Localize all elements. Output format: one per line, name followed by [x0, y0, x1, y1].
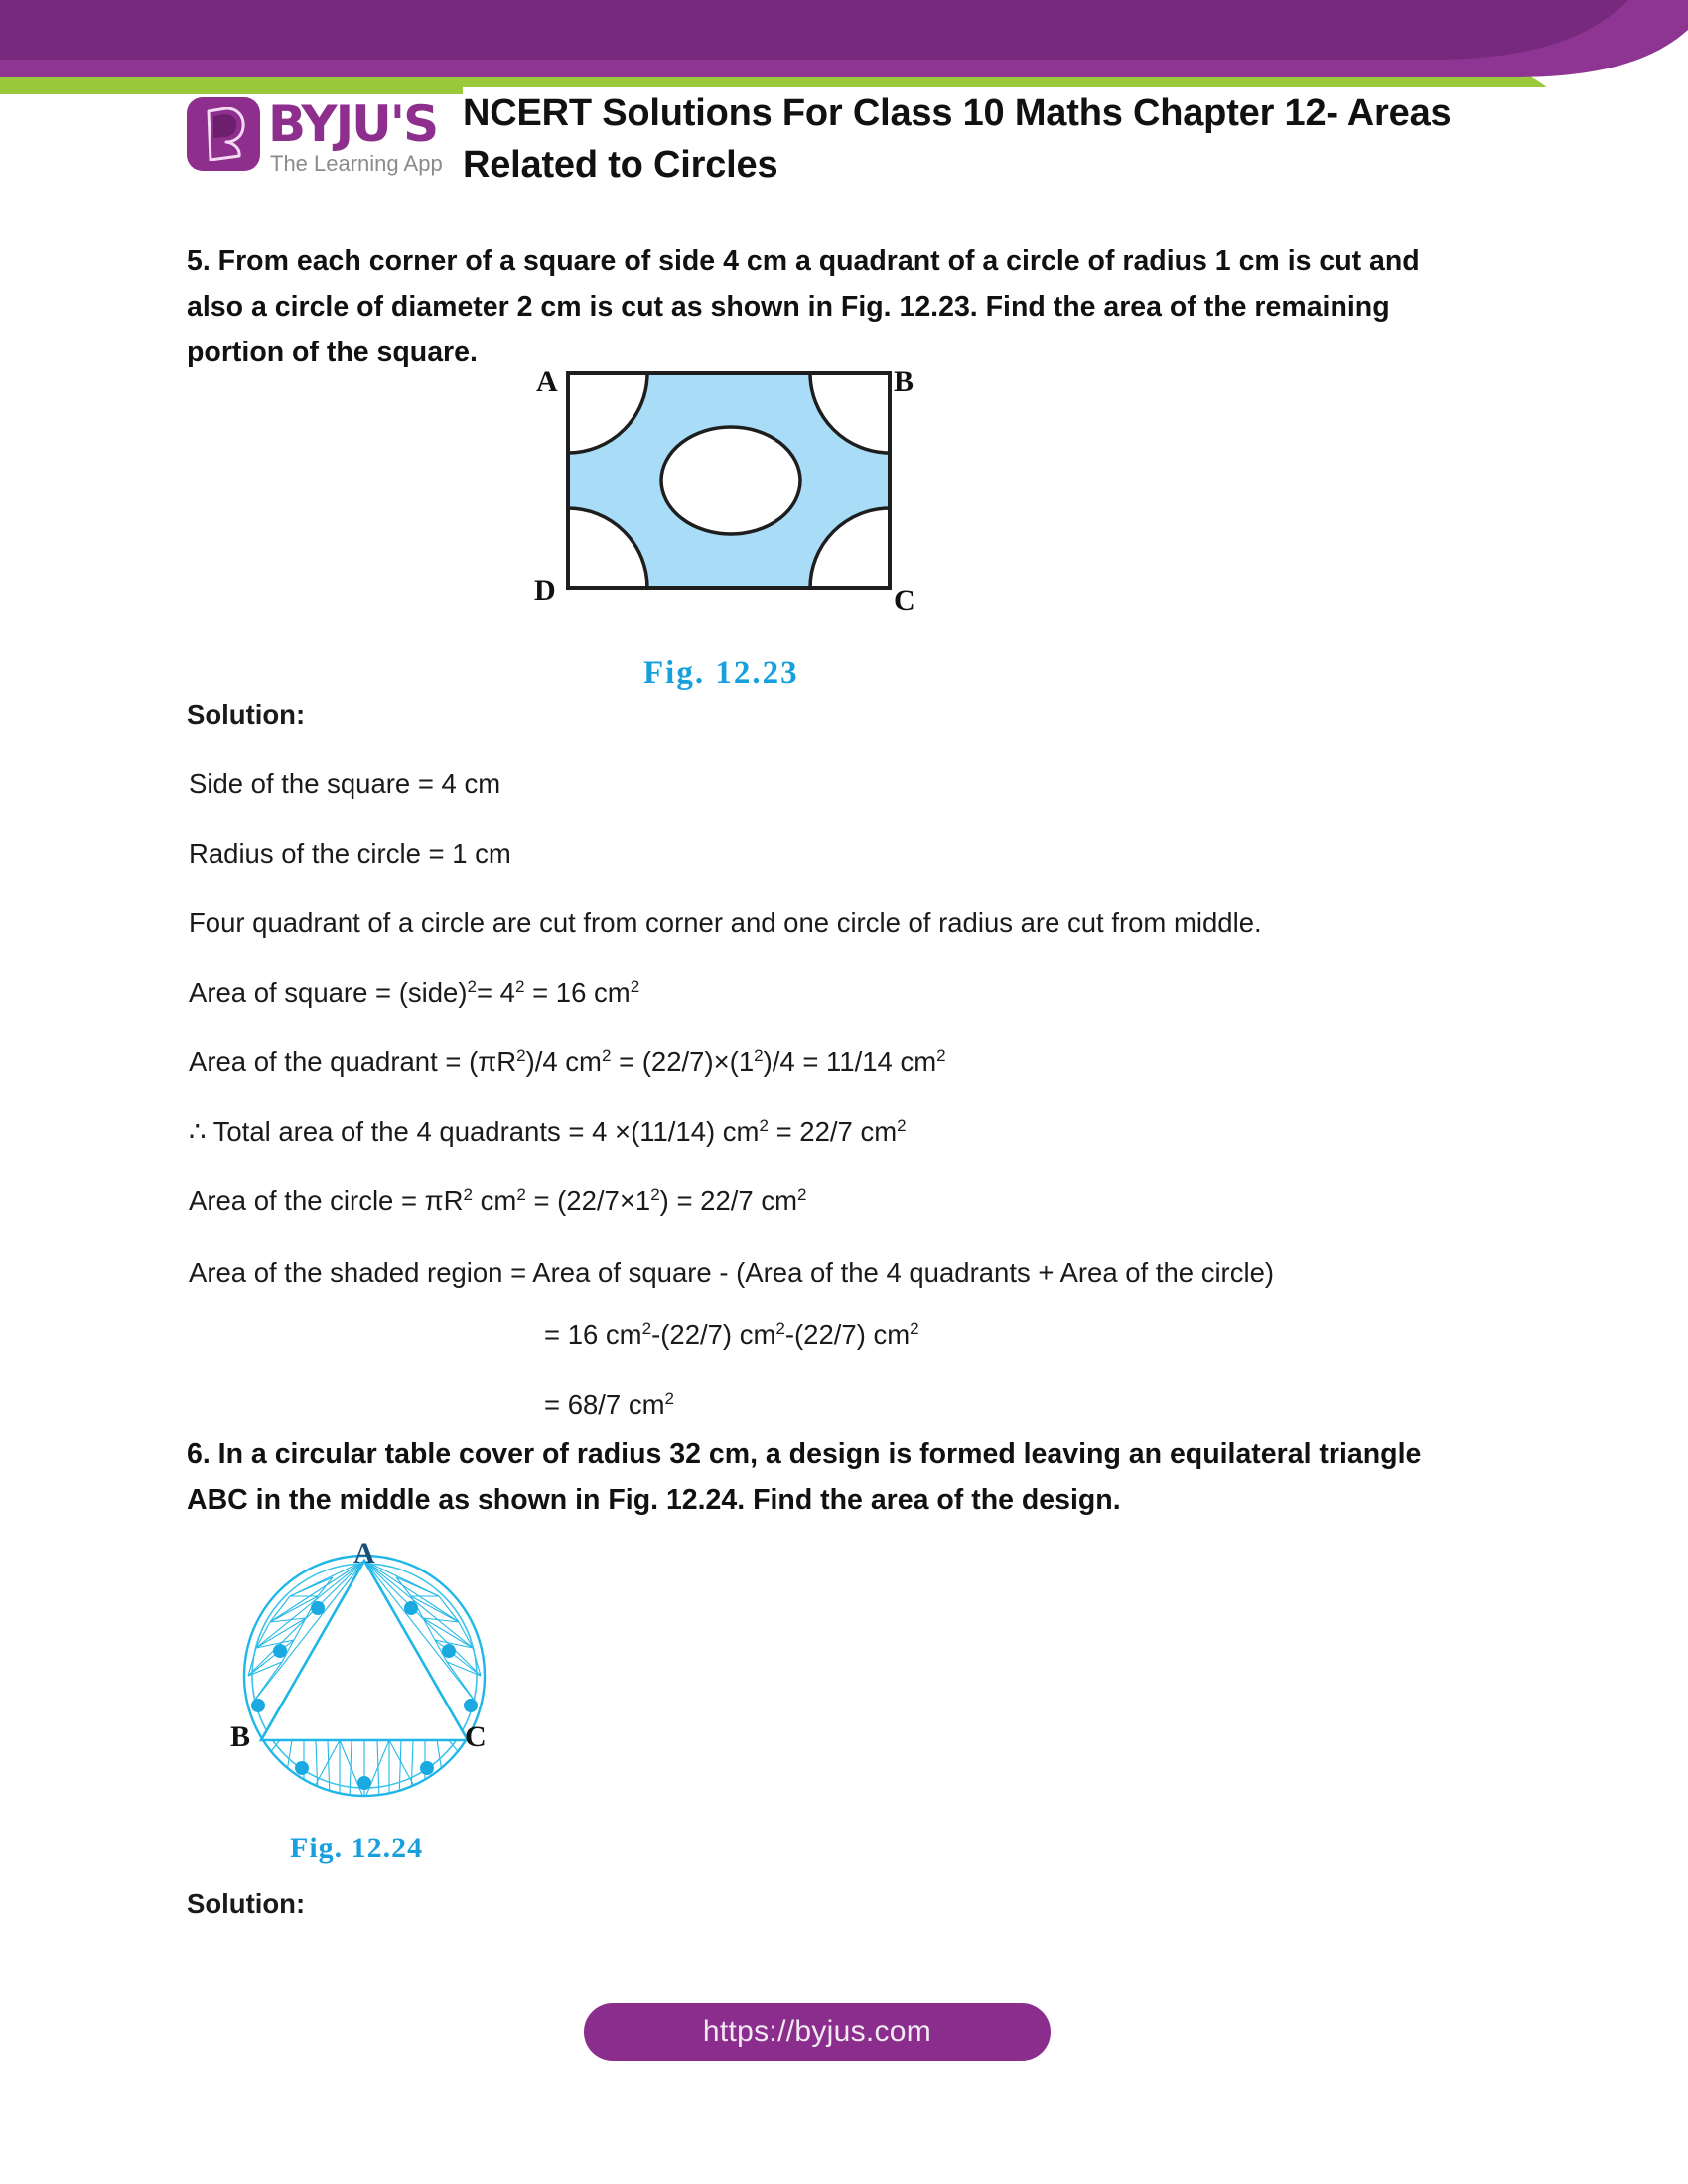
solution-line-2: Radius of the circle = 1 cm — [189, 838, 511, 869]
figure-12-24-label-C: C — [465, 1720, 487, 1753]
solution-line-3: Four quadrant of a circle are cut from corner and one circle of radius are cut from middle. — [189, 907, 1262, 938]
figure-12-24-label-B: B — [230, 1720, 251, 1753]
solution-heading-6: Solution: — [187, 1888, 306, 1919]
byjus-logo-mark-icon — [187, 97, 260, 171]
solution-line-1: Side of the square = 4 cm — [189, 768, 501, 799]
figure-12-23-label-B: B — [894, 365, 914, 398]
banner-purple-band — [0, 0, 1628, 60]
byjus-logo-wordmark: BYJU'S — [268, 95, 438, 153]
solution-line-9: = 16 $cm^2-(22/7)$ $cm^2-(22/7)$ $cm^2$ — [544, 1318, 919, 1350]
byjus-logo-tagline: The Learning App — [270, 151, 443, 176]
question-6-text: 6. In a circular table cover of radius 32 cm, a design is formed leaving an equilateral triangle ABC in the middle as shown in Fig. 12.24. Find the area of the design. — [187, 1438, 1422, 1516]
solution-heading-5: Solution: — [187, 699, 306, 730]
figure-12-23-label-A: A — [536, 365, 558, 398]
solution-line-8: Area of the shaded region = Area of square - (Area of the 4 quadrants + Area of the circle) — [189, 1257, 1275, 1288]
question-5-text: 5. From each corner of a square of side 4 cm a quadrant of a circle of radius 1 cm is cut and also a circle of diameter 2 cm is cut as shown in Fig. 12.23. Find the area of the remaining portion of the square. — [187, 245, 1420, 368]
solution-line-10: = 68/7 $cm^2$ — [544, 1388, 675, 1420]
byjus-url-button[interactable] — [584, 2003, 1051, 2061]
figure-12-24-caption: Fig. 12.24 — [290, 1832, 424, 1864]
byjus-logo — [187, 93, 447, 179]
figure-12-23-label-D: D — [534, 574, 556, 607]
figure-12-23 — [566, 371, 923, 614]
figure-12-24-label-A: A — [353, 1537, 375, 1570]
solution-line-6: ∴ Total area of the 4 quadrants = 4 ×(11/14) $cm^2 = 22/7$ $cm^2$ — [189, 1115, 907, 1147]
page-title: NCERT Solutions For Class 10 Maths Chapter 12- Areas Related to Circles — [463, 87, 1565, 191]
solution-line-5: Area of the quadrant = $(\pi R^2)/4$ $cm^2 = (22/7)\times(1^2)/4 = 11/14$ $cm^2$ — [189, 1045, 946, 1077]
document-header — [187, 87, 1577, 206]
solution-line-4: Area of square = (side)$^2$= $4^2 = 16$ $cm^2$ — [189, 976, 640, 1008]
figure-12-24 — [230, 1537, 498, 1820]
figure-center-circle — [661, 427, 800, 534]
design-triangle-ABC — [261, 1561, 468, 1740]
figure-12-23-label-C: C — [894, 584, 915, 616]
solution-line-7: Area of the circle = $\pi R^2$ $cm^2 = (22/7\times 1^2) = 22/7$ $cm^2$ — [189, 1184, 807, 1216]
byjus-url-label: https://byjus.com — [702, 2015, 932, 2048]
figure-12-23-caption: Fig. 12.23 — [643, 655, 799, 691]
top-decorative-banner — [0, 0, 1688, 94]
